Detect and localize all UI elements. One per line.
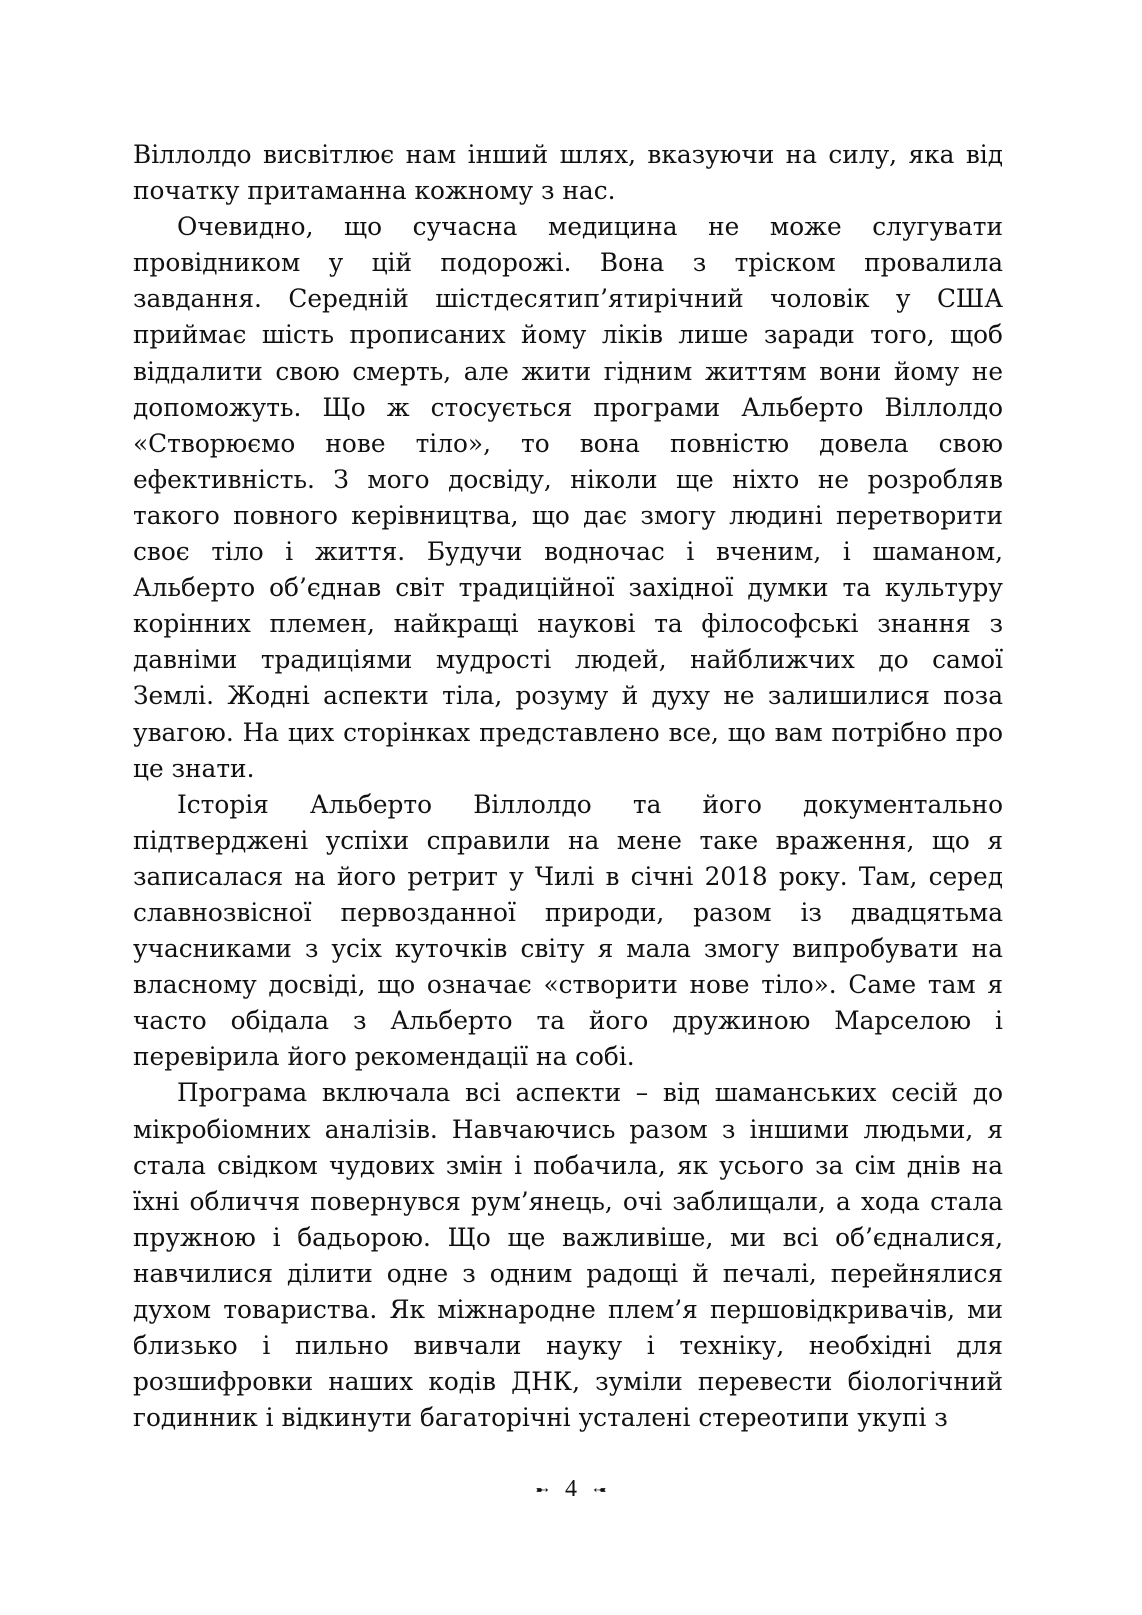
- body-text: [133, 137, 1003, 1436]
- paragraph-line: завдання. Середній шістдесятип’ятирічний чоловік у США: [133, 284, 1003, 314]
- paragraph-line: такого повного керівництва, що дає змогу людині перетворити: [133, 500, 1003, 530]
- paragraph-line: «Створюємо нове тіло», то вона повністю довела свою: [133, 428, 1003, 458]
- ornament-left-icon: ➸: [535, 1481, 549, 1499]
- paragraph-line: записалася на його ретрит у Чилі в січні 2018 року. Там, серед: [133, 861, 1003, 891]
- paragraph-line: їхні обличчя повернувся рум’янець, очі заблищали, а хода стала: [133, 1186, 1003, 1216]
- paragraph-line: часто обідала з Альберто та його дружиною Марселою і: [133, 1006, 1003, 1036]
- paragraph-line: початку притаманна кожному з нас.: [133, 176, 616, 206]
- paragraph-line: близько і пильно вивчали науку і техніку, необхідні для: [133, 1331, 1003, 1361]
- paragraph-line: учасниками з усіх куточків світу я мала змогу випробувати на: [133, 934, 1003, 964]
- paragraph-line: перевірила його рекомендації на собі.: [133, 1042, 635, 1072]
- paragraph-line: корінних племен, найкращі наукові та філософські знання з: [133, 609, 1003, 639]
- paragraph-line: Програма включала всі аспекти – від шаманських сесій до: [177, 1078, 1003, 1108]
- paragraph-line: своє тіло і життя. Будучи водночас і вченим, і шаманом,: [133, 537, 1003, 567]
- paragraph-line: власному досвіді, що означає «створити нове тіло». Саме там я: [133, 970, 1003, 1000]
- paragraph-line: навчилися ділити одне з одним радощі й печалі, перейнялися: [133, 1258, 1003, 1288]
- paragraph-line: духом товариства. Як міжнародне плем’я першовідкривачів, ми: [133, 1295, 1003, 1324]
- ornament-right-icon: ➸: [593, 1481, 607, 1499]
- paragraph-line: це знати.: [133, 753, 255, 783]
- paragraph-line: ефективність. З мого досвіду, ніколи ще ніхто не розробляв: [133, 464, 1003, 494]
- page-footer: [0, 1476, 1142, 1503]
- paragraph-line: славнозвісної первозданної природи, разом із двадцятьма: [133, 897, 1003, 927]
- paragraph-line: годинник і відкинути багаторічні усталені стереотипи укупі з: [133, 1403, 948, 1433]
- paragraph-line: приймає шість прописаних йому ліків лише заради того, щоб: [133, 320, 1003, 350]
- paragraph-line: провідником у цій подорожі. Вона з тріском провалила: [133, 248, 1003, 278]
- paragraph-line: розшифровки наших кодів ДНК, зуміли перевести біологічний: [133, 1367, 1003, 1397]
- paragraph-line: допоможуть. Що ж стосується програми Альберто Віллолдо: [133, 392, 1003, 422]
- paragraph-line: Альберто об’єднав світ традиційної західної думки та культуру: [133, 573, 1003, 603]
- paragraph-line: Землі. Жодні аспекти тіла, розуму й духу не залишилися поза: [133, 681, 1003, 711]
- paragraph-line: Віллолдо висвітлює нам інший шлях, вказуючи на силу, яка від: [133, 140, 1003, 169]
- paragraph-line: Очевидно, що сучасна медицина не може слугувати: [177, 212, 1003, 242]
- paragraph-line: мікробіомних аналізів. Навчаючись разом з іншими людьми, я: [133, 1114, 1003, 1144]
- paragraph-line: пружною і бадьорою. Що ще важливіше, ми всі об’єдналися,: [133, 1222, 1003, 1252]
- paragraph-line: віддалити свою смерть, але жити гідним життям вони йому не: [133, 356, 1003, 386]
- paragraph-line: увагою. На цих сторінках представлено все, що вам потрібно про: [133, 717, 1003, 747]
- paragraph-line: стала свідком чудових змін і побачила, як усього за сім днів на: [133, 1150, 1003, 1180]
- paragraph-line: підтверджені успіхи справили на мене таке враження, що я: [133, 825, 1003, 855]
- paragraph-line: давніми традиціями мудрості людей, найближчих до самої: [133, 645, 1003, 675]
- page-number: 4: [565, 1476, 577, 1502]
- paragraph-line: Історія Альберто Віллолдо та його документально: [177, 789, 1003, 819]
